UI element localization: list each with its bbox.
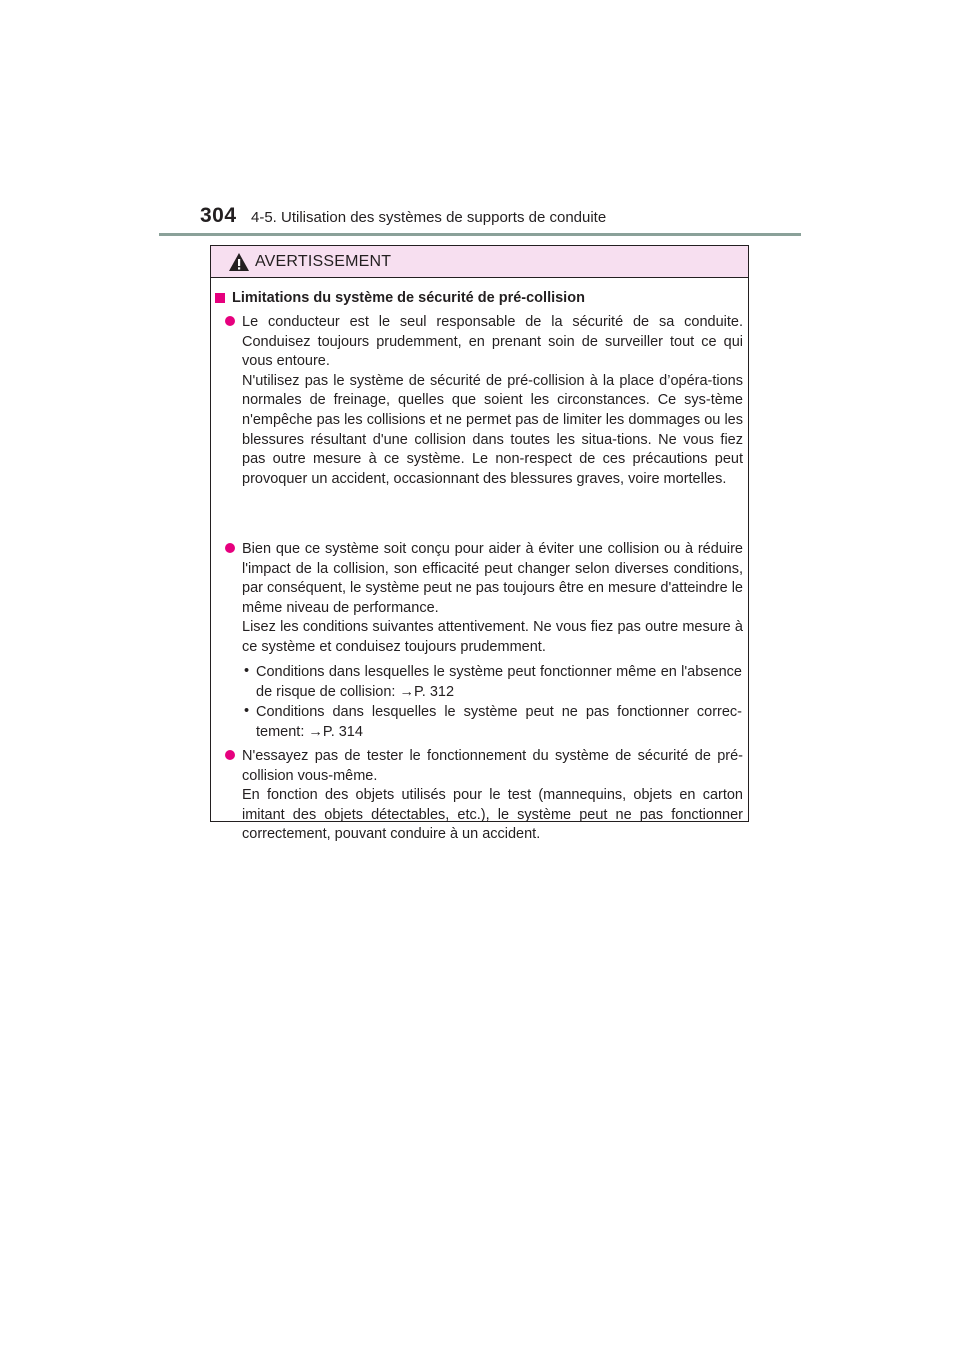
sub-item-2 <box>244 703 742 742</box>
round-bullet-icon <box>225 750 235 760</box>
item-1-paragraph-2: N'utilisez pas le système de sécurité de pré-collision à la place d’opéra-tions normales de freinage, quelles que soient les circonstances. Ce sys-tème n'empêche pas les collisions et ne permet pas de limiter les dommages ou les blessures résultant d'une collision dans toutes les situa-tions. Ne vous fiez pas outre mesure à ce système. Le non-respect de ces précautions peut provoquer un accident, occasionnant des blessures graves, voire mortelles. <box>242 372 743 487</box>
item-1-paragraph-1: Le conducteur est le seul responsable de la sécurité de sa conduite. Conduisez toujours prudemment, en prenant soin de surveiller tout ce qui vous entoure. <box>242 314 743 370</box>
warning-triangle-icon <box>228 252 250 272</box>
section-heading <box>215 290 585 306</box>
header-rule <box>159 233 801 236</box>
page-header <box>200 204 800 231</box>
warning-item-1 <box>225 313 743 489</box>
page-number: 304 <box>200 204 237 227</box>
section-heading-text: Limitations du système de sécurité de pré-collision <box>232 290 585 306</box>
sub-bullet: • <box>244 663 250 679</box>
item-3-paragraph-2: En fonction des objets utilisés pour le test (mannequins, objets en carton imitant des objets détectables, etc.), le système peut ne pas fonctionner correctement, pouvant conduire à un accident. <box>242 787 743 843</box>
item-2-paragraph-2: Lisez les conditions suivantes attentivement. Ne vous fiez pas outre mesure à ce système et conduisez toujours prudemment. <box>242 619 743 655</box>
sub-item-2-text: Conditions dans lesquelles le système peut ne pas fonctionner correc-tement: →P. 314 <box>256 704 742 740</box>
square-bullet-icon <box>215 293 225 303</box>
round-bullet-icon <box>225 316 235 326</box>
section-title: 4-5. Utilisation des systèmes de supports de conduite <box>251 209 607 226</box>
sub-item-1 <box>244 663 742 702</box>
warning-box <box>210 245 749 843</box>
item-2-paragraph-1: Bien que ce système soit conçu pour aider à éviter une collision ou à réduire l'impact de la collision, son efficacité peut changer selon diverses conditions, par conséquent, le système peut ne pas toujours être en mesure d'atteindre le même niveau de performance. <box>242 541 743 616</box>
sub-bullet: • <box>244 703 250 719</box>
item-3-paragraph-1: N'essayez pas de tester le fonctionnement du système de sécurité de pré-collision vous-même. <box>242 748 743 784</box>
warning-item-2 <box>225 540 743 658</box>
warning-label: AVERTISSEMENT <box>255 253 392 270</box>
warning-header <box>211 246 748 278</box>
warning-item-3 <box>225 747 743 845</box>
round-bullet-icon <box>225 543 235 553</box>
sub-item-1-text: Conditions dans lesquelles le système peut fonctionner même en l'absence de risque de collision: →P. 312 <box>256 664 742 700</box>
